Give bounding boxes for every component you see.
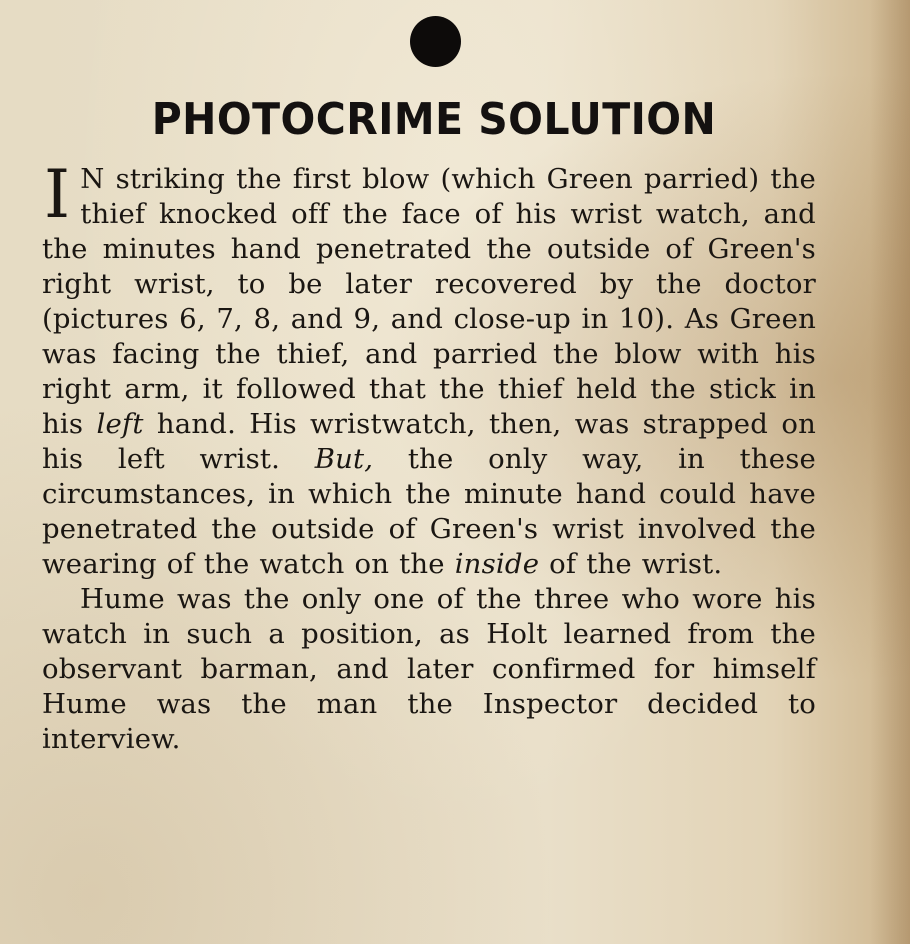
drop-cap: I — [44, 156, 71, 233]
article-body — [42, 156, 817, 757]
emphasis-left: left — [96, 408, 144, 440]
punch-hole — [410, 16, 461, 67]
paragraph-2: Hume was the only one of the three who wore his watch in such a position, as Holt learned from the observant barman, and later confirmed for himself Hume was the man the Inspector decided to interview. — [42, 583, 816, 755]
paragraph-1-part-2: hand. His wristwatch, then, was strapped on his left wrist. — [42, 408, 816, 475]
paragraph-1-part-4: of the wrist. — [539, 548, 723, 580]
page-edge-shadow — [870, 0, 910, 944]
paragraph-1 — [42, 156, 817, 582]
emphasis-inside: inside — [454, 548, 540, 580]
paragraph-1-part-3: the only way, in these circumstances, in which the minute hand could have penetrated the outside of Green's wrist involved the wearing of the watch on the — [42, 443, 817, 580]
emphasis-but: But, — [314, 443, 374, 475]
page-title: PHOTOCRIME SOLUTION — [151, 94, 717, 145]
paragraph-1-part-1: N striking the first blow (which Green parried) the thief knocked off the face of his wrist watch, and the minutes hand penetrated the outside of Green's right wrist, to be later recovered by the doctor (pictures 6, 7, 8, and 9, and close-up in 10). As Green was facing the thief, and parried the blow with his right arm, it followed that the thief held the stick in his — [42, 163, 816, 440]
